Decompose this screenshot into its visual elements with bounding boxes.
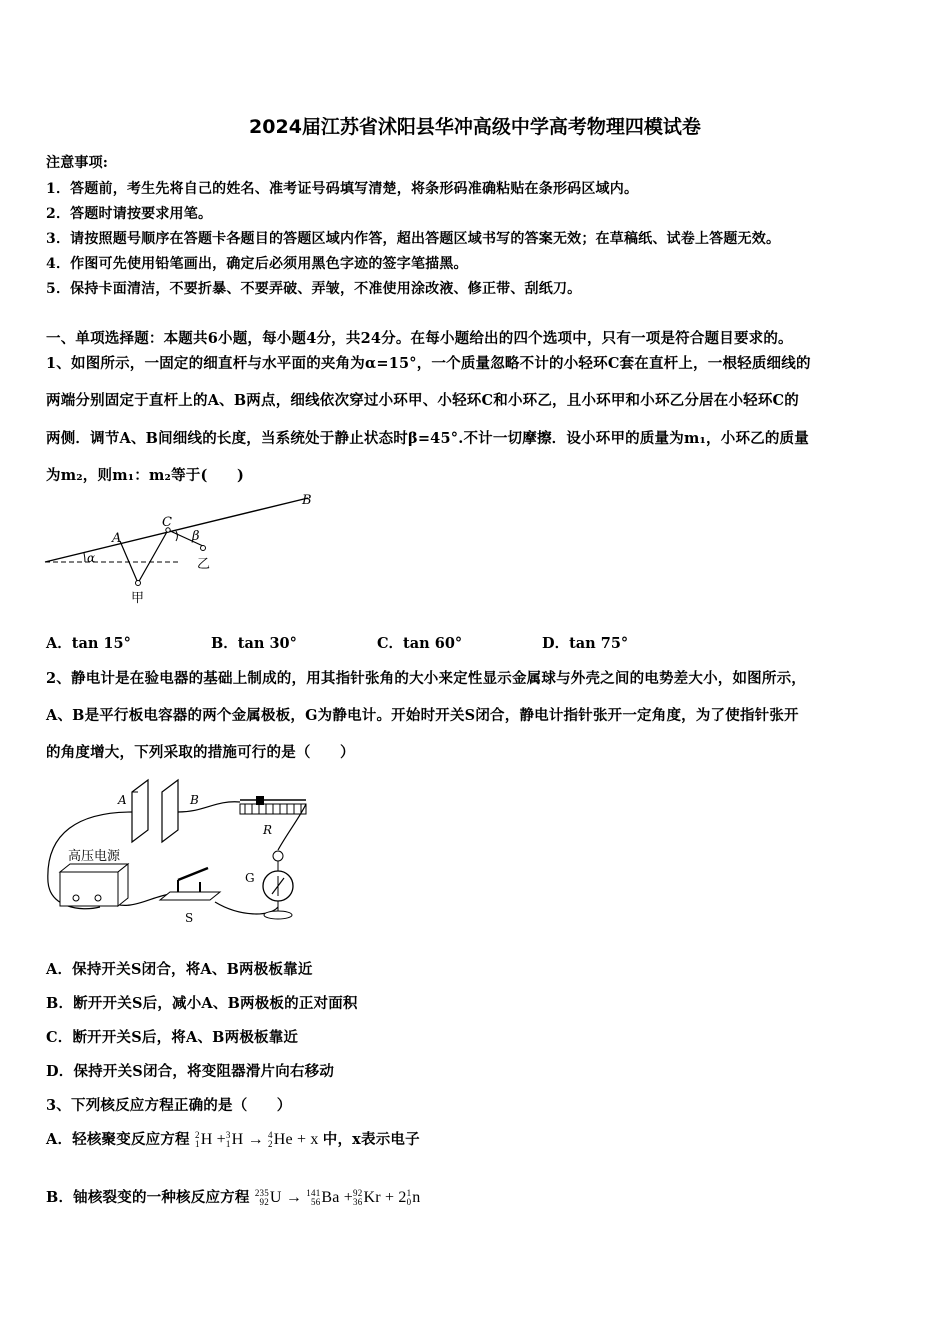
q2-circuit-figure (40, 772, 340, 932)
notes-heading: 注意事项: (46, 155, 109, 171)
q2-option-b[interactable]: B．断开开关S后，减小A、B两极板的正对面积 (46, 995, 358, 1012)
ring-yi (201, 546, 206, 551)
q2-option-c[interactable]: C．断开开关S后，将A、B两极板靠近 (46, 1029, 299, 1046)
q1-stem-line: 为m₂，则m₁：m₂等于( ) (46, 467, 245, 484)
q1-option-b[interactable]: B．tan 30° (211, 635, 297, 652)
label-alpha: α (87, 551, 96, 565)
q2-option-d[interactable]: D．保持开关S闭合，将变阻器滑片向右移动 (46, 1063, 335, 1080)
label-c: C (162, 515, 172, 530)
q1-option-a[interactable]: A．tan 15° (46, 635, 131, 652)
q1-options (46, 632, 906, 652)
switch-base (160, 892, 220, 900)
q1-stem-line: 两侧．调节A、B间细线的长度，当系统处于静止状态时β=45°.不计一切摩擦．设小环甲的质量为m₁，小环乙的质量 (46, 430, 809, 447)
ring-jia (136, 581, 141, 586)
electrometer-ball (273, 851, 283, 861)
q3-option-a-prefix: A．轻核聚变反应方程 (46, 1131, 190, 1148)
q1-option-c[interactable]: C．tan 60° (377, 635, 463, 652)
q3-option-b[interactable] (46, 1186, 916, 1207)
q3-option-a[interactable] (46, 1128, 916, 1149)
q1-stem-line: 两端分别固定于直杆上的A、B两点，细线依次穿过小环甲、小轻环C和小环乙，且小环甲和小环乙分居在小轻环C的 (46, 392, 799, 409)
label-a: A (112, 531, 122, 546)
label-r: R (263, 823, 273, 837)
q1-stem-line: 1、如图所示，一固定的细直杆与水平面的夹角为α=15°，一个质量忽略不计的小轻环C套在直杆上，一根轻质细线的 (46, 355, 811, 372)
note-item: 2．答题时请按要求用笔。 (46, 206, 213, 222)
label-power-source: 高压电源 (68, 849, 121, 864)
q1-option-d[interactable]: D．tan 75° (542, 635, 629, 652)
beta-arc (176, 531, 177, 541)
section-heading: 一、单项选择题：本题共6小题，每小题4分，共24分。在每小题给出的四个选项中，只有一项是符合题目要求的。 (46, 330, 793, 347)
power-source-top (60, 864, 128, 872)
thread-line (120, 530, 203, 583)
rod-line (45, 498, 308, 562)
plate-b (162, 780, 178, 842)
fusion-equation: 2 1 H + 3 1 H → 4 2 He + x (195, 1130, 319, 1150)
note-item: 1．答题前，考生先将自己的姓名、准考证号码填写清楚，将条形码准确粘贴在条形码区域内。 (46, 181, 639, 197)
q3-option-b-prefix: B．铀核裂变的一种核反应方程 (46, 1189, 250, 1206)
label-s: S (185, 911, 194, 925)
note-item: 5．保持卡面清洁，不要折暴、不要弄破、弄皱，不准使用涂改液、修正带、刮纸刀。 (46, 281, 582, 297)
label-yi: 乙 (197, 557, 211, 572)
q2-stem-line: 的角度增大，下列采取的措施可行的是（ ） (46, 744, 355, 761)
power-source (60, 872, 118, 906)
note-item: 3．请按照题号顺序在答题卡各题目的答题区域内作答，超出答题区域书写的答案无效；在草稿纸、试卷上答题无效。 (46, 231, 781, 247)
q3-option-a-suffix: 中，x表示电子 (322, 1131, 420, 1148)
label-plate-a: A (118, 793, 127, 807)
label-b: B (302, 493, 312, 508)
alpha-arc (84, 553, 85, 562)
q2-option-a[interactable]: A．保持开关S闭合，将A、B两极板靠近 (46, 961, 313, 978)
fission-equation: 235 92 U → 141 56 Ba + 92 36 Kr + 2 1 0 n (254, 1188, 421, 1208)
switch-lever (178, 868, 208, 880)
q2-stem-line: 2、静电计是在验电器的基础上制成的，用其指针张角的大小来定性显示金属球与外壳之间的电势差大小，如图所示， (46, 670, 806, 687)
q1-figure (40, 488, 330, 608)
q3-stem: 3、下列核反应方程正确的是（ ） (46, 1097, 292, 1114)
rheostat-slider (256, 796, 264, 805)
plate-a (132, 780, 148, 842)
q2-stem-line: A、B是平行板电容器的两个金属极板，G为静电计。开始时开关S闭合，静电计指针张开一定角度，为了使指针张开 (46, 707, 799, 724)
label-plate-b: B (190, 793, 199, 807)
note-item: 4．作图可先使用铅笔画出，确定后必须用黑色字迹的签字笔描黑。 (46, 256, 468, 272)
label-jia: 甲 (131, 591, 145, 606)
page-title: 2024届江苏省沭阳县华冲高级中学高考物理四模试卷 (249, 116, 701, 138)
label-beta: β (192, 529, 200, 544)
label-g: G (245, 871, 255, 885)
wire (178, 802, 240, 812)
